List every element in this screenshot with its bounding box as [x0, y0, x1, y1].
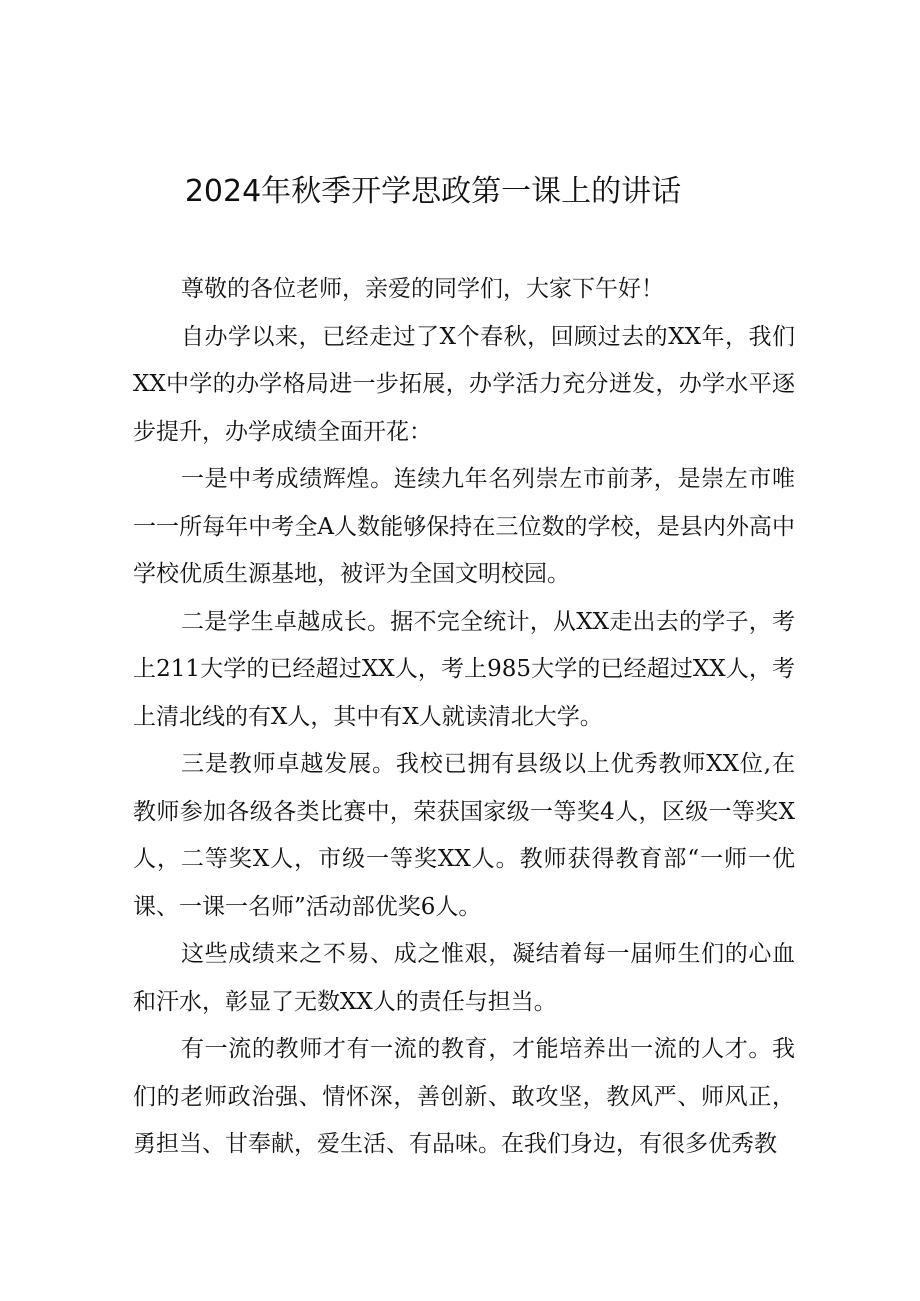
paragraph-greeting: 尊敬的各位老师，亲爱的同学们，大家下午好！: [181, 276, 664, 302]
document-body: [133, 266, 795, 1169]
paragraph-teacher-development: 三是教师卓越发展。我校已拥有县级以上优秀教师XX位,在教师参加各级各类比赛中，荣获国家级一等奖4人，区级一等奖X人，二等奖X人，市级一等奖XX人。教师获得教育部“一师一优课、一课一名师”活动部优奖6人。: [133, 751, 795, 920]
paragraph-intro: 自办学以来，已经走过了X个春秋，回顾过去的XX年，我们XX中学的办学格局进一步拓展，办学活力充分迸发，办学水平逐步提升，办学成绩全面开花：: [133, 323, 795, 445]
document-title: 2024年秋季开学思政第一课上的讲话: [184, 174, 682, 209]
paragraph-teachers: 有一流的教师才有一流的教育，才能培养出一流的人才。我们的老师政治强、情怀深，善创新、敢攻坚，教风严、师风正，勇担当、甘奉献，爱生活、有品味。在我们身边，有很多优秀教: [133, 1036, 795, 1157]
paragraph-exam-results: 一是中考成绩辉煌。连续九年名列崇左市前茅，是崇左市唯一一所每年中考全A人数能够保持在三位数的学校，是县内外高中学校优质生源基地，被评为全国文明校园。: [133, 466, 795, 587]
paragraph-achievements: 这些成绩来之不易、成之惟艰，凝结着每一届师生们的心血和汗水，彰显了无数XX人的责任与担当。: [133, 941, 795, 1015]
paragraph-student-growth: 二是学生卓越成长。据不完全统计，从XX走出去的学子，考上211大学的已经超过XX人，考上985大学的已经超过XX人，考上清北线的有X人，其中有X人就读清北大学。: [133, 608, 795, 730]
